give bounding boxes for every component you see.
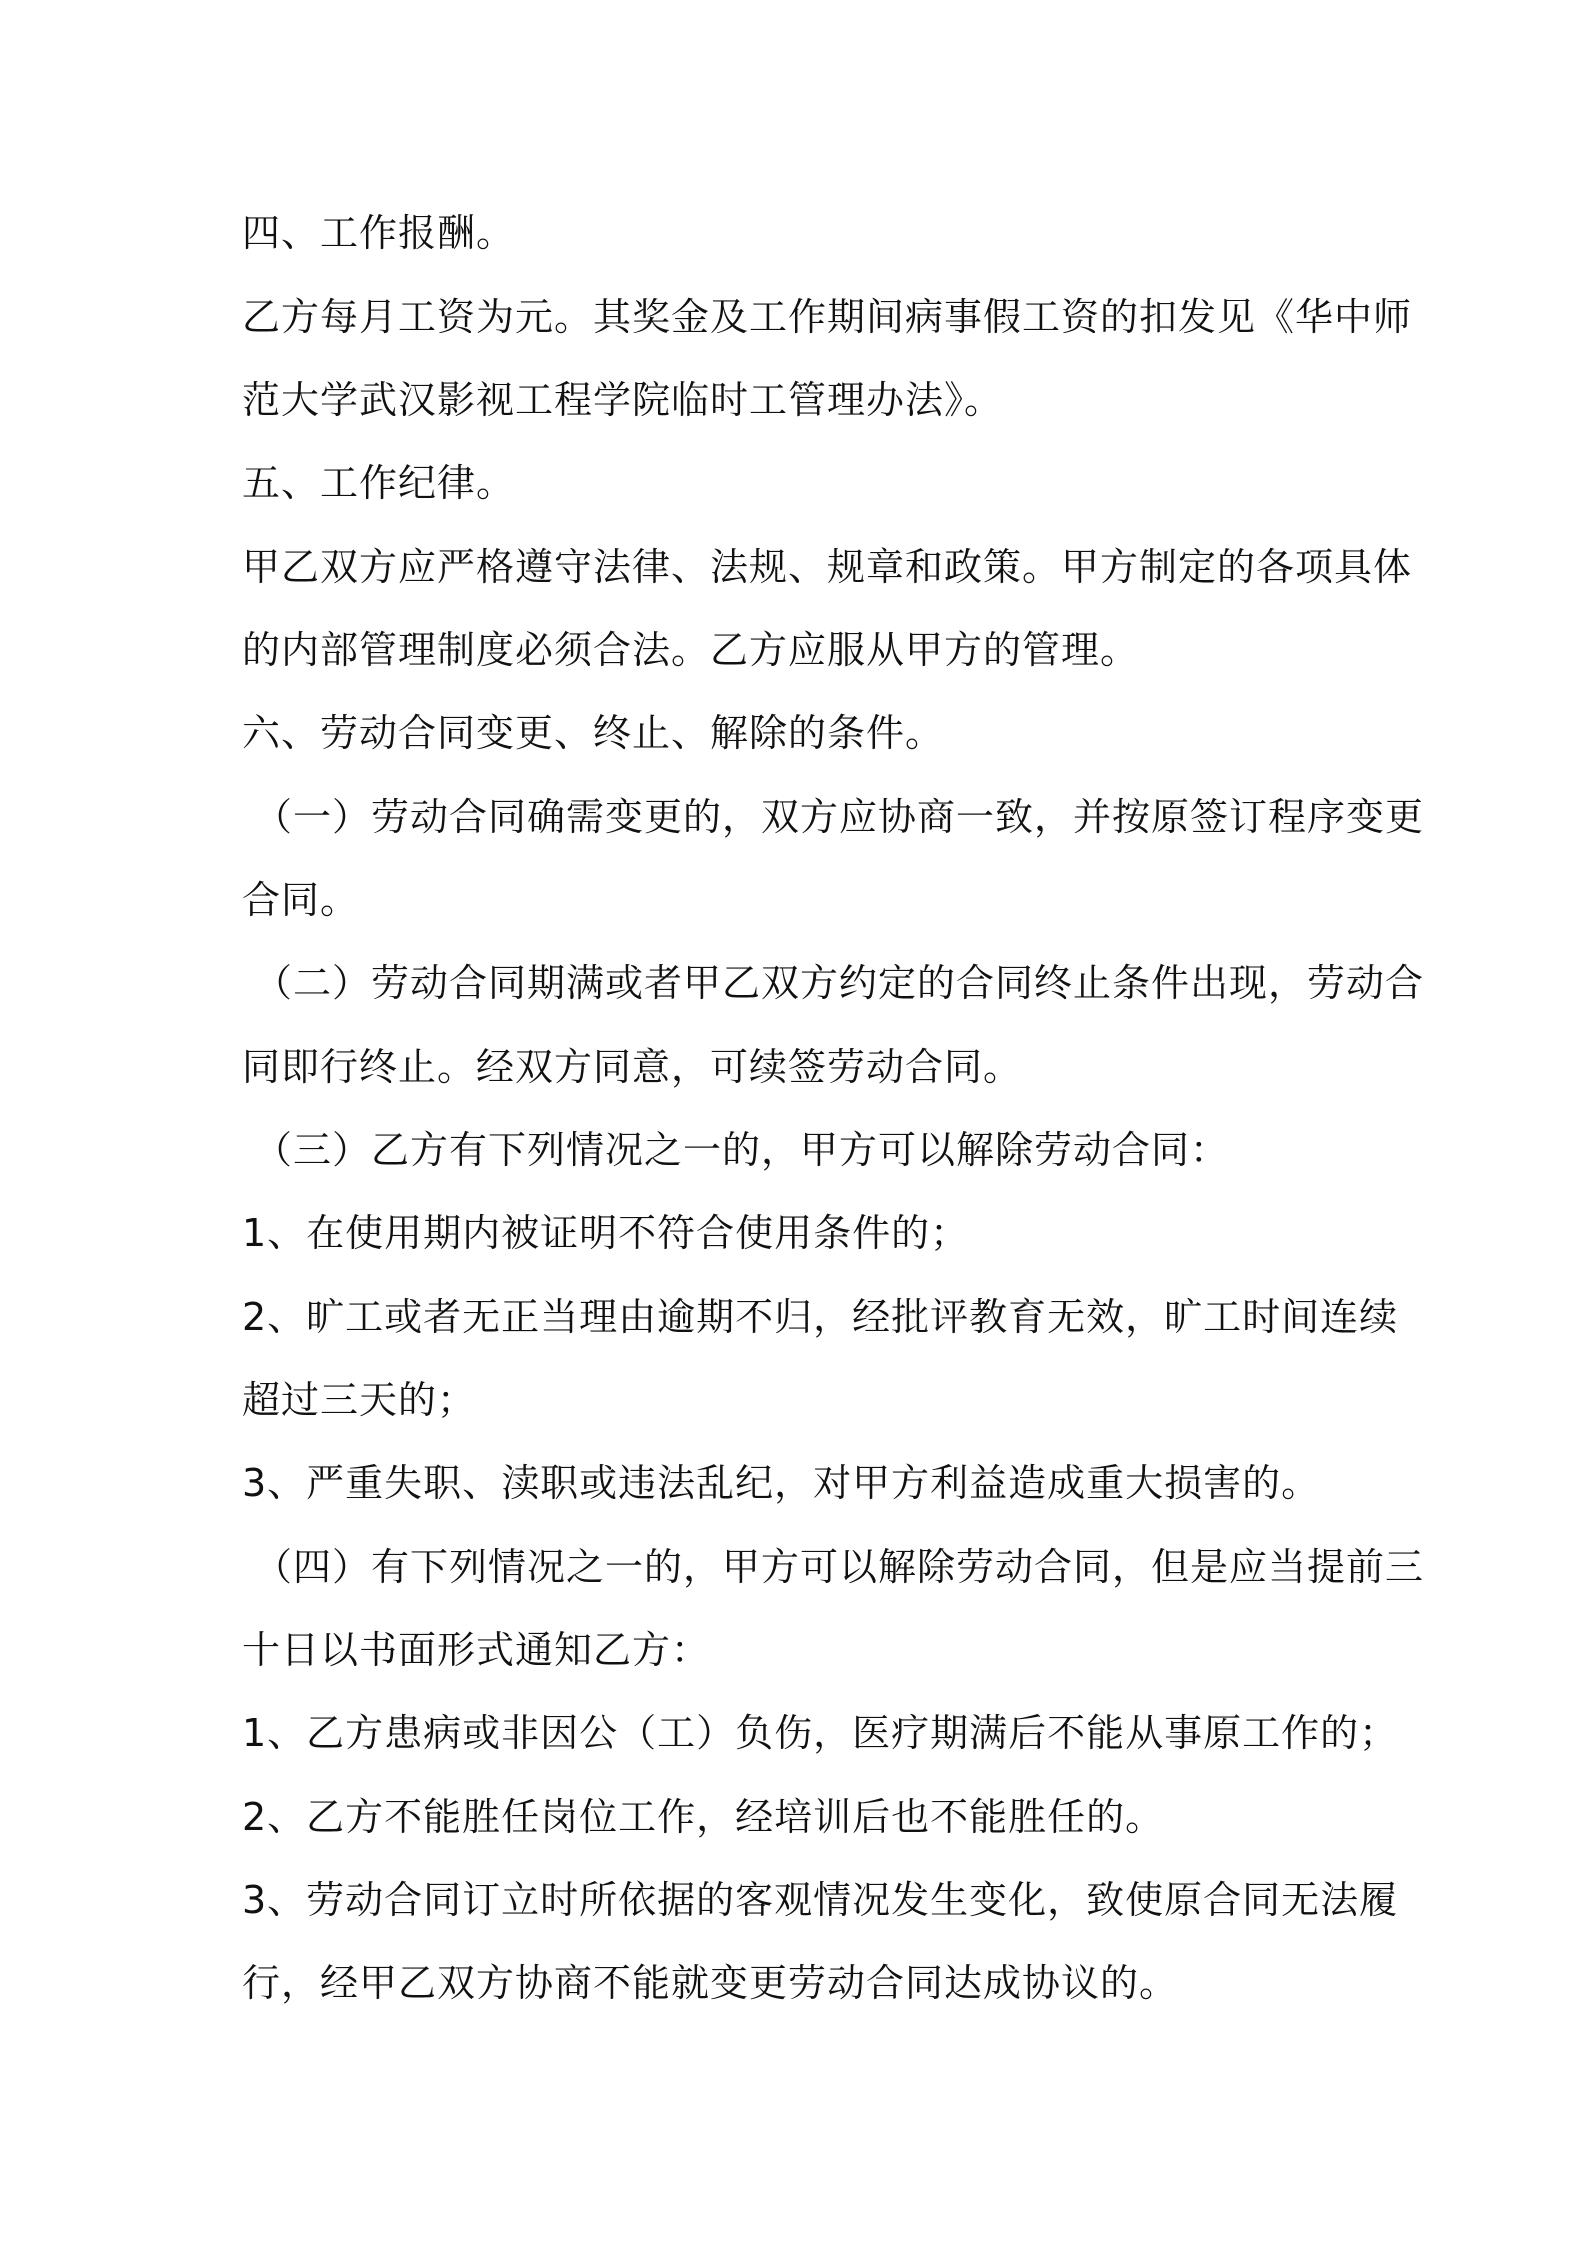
clause4-item1: 1、乙方患病或非因公（工）负伤，医疗期满后不能从事原工作的； xyxy=(242,1711,1399,1755)
clause4-item2: 2、乙方不能胜任岗位工作，经培训后也不能胜任的。 xyxy=(242,1795,1165,1839)
clause1-line1: （一）劳动合同确需变更的，双方应协商一致，并按原签订程序变更 xyxy=(254,795,1425,839)
clause3-item1: 1、在使用期内被证明不符合使用条件的； xyxy=(242,1211,970,1255)
section5-body-line1: 甲乙双方应严格遵守法律、法规、规章和政策。甲方制定的各项具体 xyxy=(242,545,1413,589)
section5-heading: 五、工作纪律。 xyxy=(242,461,516,505)
clause3-item2-line1: 2、旷工或者无正当理由逾期不归，经批评教育无效，旷工时间连续 xyxy=(242,1295,1399,1339)
clause4-intro-line2: 十日以书面形式通知乙方： xyxy=(242,1628,711,1672)
clause3-item2-line2: 超过三天的； xyxy=(242,1378,477,1422)
clause3-intro: （三）乙方有下列情况之一的，甲方可以解除劳动合同： xyxy=(254,1128,1230,1172)
clause3-item3: 3、严重失职、渎职或违法乱纪，对甲方利益造成重大损害的。 xyxy=(242,1461,1321,1505)
clause2-line1: （二）劳动合同期满或者甲乙双方约定的合同终止条件出现，劳动合 xyxy=(254,961,1425,1005)
section4-body-line1: 乙方每月工资为元。其奖金及工作期间病事假工资的扣发见《华中师 xyxy=(242,295,1413,339)
clause2-line2: 同即行终止。经双方同意，可续签劳动合同。 xyxy=(242,1045,1023,1089)
section4-body-line2: 范大学武汉影视工程学院临时工管理办法》。 xyxy=(242,378,1004,422)
clause1-line2: 合同。 xyxy=(242,878,360,922)
clause4-intro-line1: （四）有下列情况之一的，甲方可以解除劳动合同，但是应当提前三 xyxy=(254,1545,1425,1589)
section6-heading: 六、劳动合同变更、终止、解除的条件。 xyxy=(242,711,945,755)
clause4-item3-line2: 行，经甲乙双方协商不能就变更劳动合同达成协议的。 xyxy=(242,1961,1179,2005)
section4-heading: 四、工作报酬。 xyxy=(242,211,516,255)
section5-body-line2: 的内部管理制度必须合法。乙方应服从甲方的管理。 xyxy=(242,628,1140,672)
clause4-item3-line1: 3、劳动合同订立时所依据的客观情况发生变化，致使原合同无法履 xyxy=(242,1878,1399,1922)
